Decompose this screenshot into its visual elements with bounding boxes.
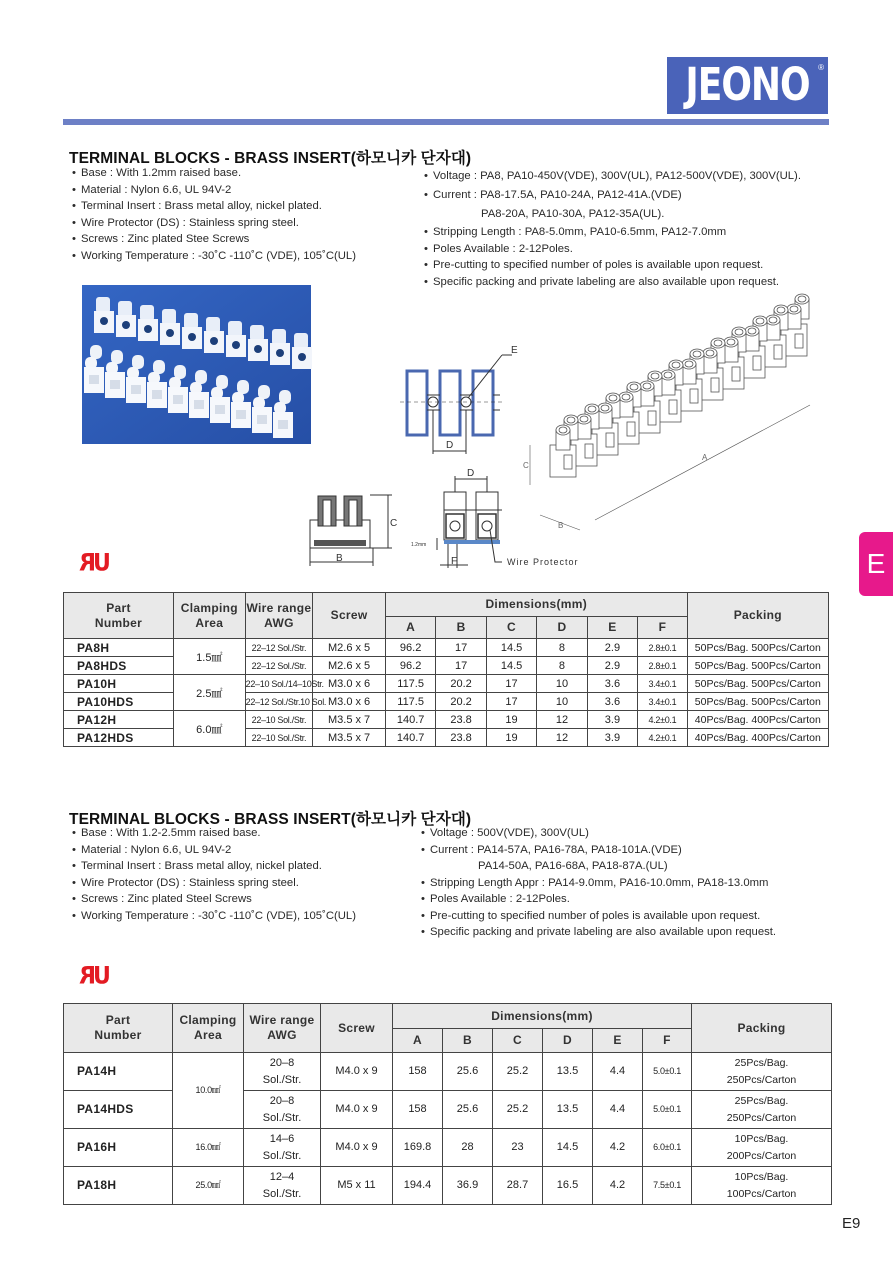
clamping-area-cell: 2.5㎟ <box>174 675 246 711</box>
part-number-cell: PA12H <box>64 711 174 729</box>
spec-item: • Material : Nylon 6.6, UL 94V-2 <box>72 843 232 856</box>
dim-e-cell: 4.2 <box>593 1167 643 1205</box>
spec-item: • Screws : Zinc plated Steel Screws <box>72 893 252 905</box>
dim-e-cell: 4.2 <box>593 1129 643 1167</box>
screw-cell: M5 x 11 <box>321 1167 393 1205</box>
packing-cell: 40Pcs/Bag. 400Pcs/Carton <box>687 711 828 729</box>
dim-label-d-top: D <box>446 440 454 451</box>
wire-range-type: Sol./Str. <box>262 1187 302 1200</box>
wire-range-gauge: 20–8 <box>269 1056 295 1069</box>
spec-item: • Terminal Insert : Brass metal alloy, nickel plated. <box>72 200 322 212</box>
col-header-a: A <box>385 617 435 639</box>
col-header-screw: Screw <box>313 593 386 639</box>
dim-label-f: F <box>451 556 458 567</box>
col-header-clamping-area: Clamping Area <box>173 1004 244 1053</box>
table-header-row <box>64 593 829 617</box>
dim-d-cell: 12 <box>537 711 587 729</box>
dim-c-cell: 19 <box>486 711 536 729</box>
section-tab-e[interactable]: E <box>859 532 893 596</box>
brand-logo <box>667 57 828 114</box>
packing-cell <box>692 1053 832 1091</box>
part-number-cell: PA8H <box>64 639 174 657</box>
dim-f-cell: 4.2±0.1 <box>638 729 687 747</box>
dim-b-cell: 20.2 <box>436 675 486 693</box>
packing-cell: 50Pcs/Bag. 500Pcs/Carton <box>687 693 828 711</box>
isometric-drawing <box>520 320 820 540</box>
col-header-e: E <box>593 1029 643 1053</box>
wire-range-type: Sol./Str. <box>262 1073 302 1086</box>
dim-a-cell: 140.7 <box>385 729 435 747</box>
spec-item: • Terminal Insert : Brass metal alloy, nickel plated. <box>72 860 322 872</box>
dim-e-cell: 3.6 <box>587 693 637 711</box>
dim-c-cell: 14.5 <box>486 657 536 675</box>
col-header-dimensions: Dimensions(mm) <box>393 1004 692 1029</box>
packing-cell: 50Pcs/Bag. 500Pcs/Carton <box>687 657 828 675</box>
spec-item: • Base : With 1.2mm raised base. <box>72 167 242 179</box>
part-number-cell: PA10HDS <box>64 693 174 711</box>
col-header-f: F <box>638 617 687 639</box>
wire-range-cell <box>244 1053 321 1091</box>
clamping-area-cell: 10.0㎟ <box>173 1053 244 1129</box>
clamping-area-cell: 25.0㎟ <box>173 1167 244 1205</box>
dim-a-cell: 140.7 <box>385 711 435 729</box>
packing-cell: 40Pcs/Bag. 400Pcs/Carton <box>687 729 828 747</box>
dim-f-cell: 2.8±0.1 <box>638 639 687 657</box>
part-number-cell: PA16H <box>64 1129 173 1167</box>
table-row <box>64 1129 832 1167</box>
part-number-cell: PA8HDS <box>64 657 174 675</box>
dim-d-cell: 14.5 <box>543 1129 593 1167</box>
wire-range-cell <box>244 1091 321 1129</box>
col-header-part-number: Part Number <box>64 1004 173 1053</box>
dim-d-cell: 13.5 <box>543 1091 593 1129</box>
ul-certification-mark <box>82 551 122 577</box>
spec-item: • Base : With 1.2-2.5mm raised base. <box>72 827 261 839</box>
dim-d-cell: 16.5 <box>543 1167 593 1205</box>
spec-item: • Wire Protector (DS) : Stainless spring steel. <box>72 216 299 229</box>
dim-d-cell: 8 <box>537 657 587 675</box>
table-row <box>64 639 829 657</box>
product-photo <box>82 285 311 444</box>
wire-range-cell: 22–10 Sol./14–10Str. <box>245 675 313 693</box>
clamping-area-cell: 6.0㎟ <box>174 711 246 747</box>
spec-item: • Screws : Zinc plated Stee Screws <box>72 233 250 245</box>
dim-d-cell: 12 <box>537 729 587 747</box>
screw-cell: M3.5 x 7 <box>313 729 386 747</box>
packing-carton: 250Pcs/Carton <box>726 1073 797 1086</box>
wire-protector-label: Wire Protector <box>507 557 579 567</box>
dim-e-cell: 4.4 <box>593 1091 643 1129</box>
dim-label-e: E <box>511 345 518 356</box>
col-header-e: E <box>587 617 637 639</box>
part-number-cell: PA14HDS <box>64 1091 173 1129</box>
col-header-d: D <box>537 617 587 639</box>
dim-e-cell: 3.6 <box>587 675 637 693</box>
packing-bag: 25Pcs/Bag. <box>734 1056 789 1069</box>
screw-cell: M3.0 x 6 <box>313 693 386 711</box>
col-header-a: A <box>393 1029 443 1053</box>
wire-range-cell: 22–12 Sol./Str.10 Sol. <box>245 693 313 711</box>
dim-c-cell: 14.5 <box>486 639 536 657</box>
spec-item: • Working Temperature : -30˚C -110˚C (VDE), 105˚C(UL) <box>72 249 356 262</box>
packing-bag: 25Pcs/Bag. <box>734 1094 789 1107</box>
col-header-d: D <box>543 1029 593 1053</box>
dim-label-d-front: D <box>467 468 475 479</box>
col-header-packing: Packing <box>687 593 828 639</box>
spec-table-2 <box>63 1003 832 1205</box>
dim-f-cell: 2.8±0.1 <box>638 657 687 675</box>
wire-range-cell <box>244 1167 321 1205</box>
spec-item: • Specific packing and private labeling are also available upon request. <box>424 275 780 288</box>
dim-e-cell: 3.9 <box>587 711 637 729</box>
spec-item: • Current : PA14-57A, PA16-78A, PA18-101A.(VDE) <box>421 843 682 856</box>
packing-cell <box>692 1167 832 1205</box>
col-header-f: F <box>643 1029 692 1053</box>
dim-f-cell: 3.4±0.1 <box>638 675 687 693</box>
section2-right-specs <box>421 825 776 941</box>
screw-cell: M3.0 x 6 <box>313 675 386 693</box>
spec-item: • Voltage : 500V(VDE), 300V(UL) <box>421 827 589 839</box>
wire-range-cell: 22–12 Sol./Str. <box>245 639 313 657</box>
dim-e-cell: 2.9 <box>587 639 637 657</box>
dim-b-cell: 17 <box>436 657 486 675</box>
dim-b-cell: 20.2 <box>436 693 486 711</box>
clamping-area-cell: 1.5㎟ <box>174 639 246 675</box>
screw-cell: M4.0 x 9 <box>321 1053 393 1091</box>
spec-item: • Pre-cutting to specified number of poles is available upon request. <box>421 909 761 922</box>
dim-b-cell: 25.6 <box>443 1053 493 1091</box>
dim-a-cell: 158 <box>393 1053 443 1091</box>
dim-d-cell: 10 <box>537 693 587 711</box>
dim-c-cell: 23 <box>493 1129 543 1167</box>
dim-f-cell: 6.0±0.1 <box>643 1129 692 1167</box>
dim-c-cell: 25.2 <box>493 1091 543 1129</box>
spec-item: • Pre-cutting to specified number of poles is available upon request. <box>424 259 764 271</box>
spec-table-1 <box>63 592 829 747</box>
iso-label-a: A <box>702 453 708 462</box>
spec-item: • Specific packing and private labeling are also available upon request. <box>421 926 777 938</box>
dim-e-cell: 4.4 <box>593 1053 643 1091</box>
col-header-screw: Screw <box>321 1004 393 1053</box>
dim-b-cell: 36.9 <box>443 1167 493 1205</box>
dim-f-cell: 7.5±0.1 <box>643 1167 692 1205</box>
wire-range-cell: 22–12 Sol./Str. <box>245 657 313 675</box>
screw-cell: M4.0 x 9 <box>321 1129 393 1167</box>
dim-b-cell: 25.6 <box>443 1091 493 1129</box>
dim-e-cell: 3.9 <box>587 729 637 747</box>
section1-left-specs <box>72 165 356 264</box>
col-header-b: B <box>443 1029 493 1053</box>
col-header-packing: Packing <box>692 1004 832 1053</box>
col-header-wire-range: Wire range AWG <box>245 593 313 639</box>
dim-f-cell: 4.2±0.1 <box>638 711 687 729</box>
col-header-dimensions: Dimensions(mm) <box>385 593 687 617</box>
dim-a-cell: 96.2 <box>385 639 435 657</box>
packing-cell: 50Pcs/Bag. 500Pcs/Carton <box>687 639 828 657</box>
wire-range-cell: 22–10 Sol./Str. <box>245 729 313 747</box>
dim-f-cell: 3.4±0.1 <box>638 693 687 711</box>
packing-bag: 10Pcs/Bag. <box>734 1132 789 1145</box>
wire-range-gauge: 12–4 <box>269 1170 295 1183</box>
dim-c-cell: 28.7 <box>493 1167 543 1205</box>
part-number-cell: PA14H <box>64 1053 173 1091</box>
spec-item: • Wire Protector (DS) : Stainless spring steel. <box>72 876 299 889</box>
packing-cell <box>692 1091 832 1129</box>
section2-left-specs <box>72 825 356 924</box>
col-header-c: C <box>486 617 536 639</box>
clamping-area-cell: 16.0㎟ <box>173 1129 244 1167</box>
table-row <box>64 1053 832 1091</box>
spec-item: • Working Temperature : -30˚C -110˚C (VDE), 105˚C(UL) <box>72 909 356 922</box>
header-rule <box>63 119 829 125</box>
col-header-c: C <box>493 1029 543 1053</box>
dim-b-cell: 17 <box>436 639 486 657</box>
packing-carton: 100Pcs/Carton <box>726 1187 797 1200</box>
spec-item: • Poles Available : 2-12Poles. <box>421 893 570 905</box>
section2-title: TERMINAL BLOCKS - BRASS INSERT(하모니카 단자대) <box>69 811 472 828</box>
wire-range-cell: 22–10 Sol./Str. <box>245 711 313 729</box>
screw-cell: M2.6 x 5 <box>313 639 386 657</box>
table-row <box>64 711 829 729</box>
table-header-row <box>64 1004 832 1029</box>
registered-mark: ® <box>818 63 824 72</box>
dim-b-cell: 23.8 <box>436 711 486 729</box>
brand-name: JEONO <box>685 59 810 112</box>
dim-label-b: B <box>336 553 343 564</box>
part-number-cell: PA18H <box>64 1167 173 1205</box>
page-number: E9 <box>842 1215 861 1232</box>
dim-a-cell: 169.8 <box>393 1129 443 1167</box>
dim-f-cell: 5.0±0.1 <box>643 1091 692 1129</box>
col-header-clamping-area: Clamping Area <box>174 593 246 639</box>
dim-d-cell: 10 <box>537 675 587 693</box>
dim-a-cell: 117.5 <box>385 675 435 693</box>
table-row <box>64 1167 832 1205</box>
screw-cell: M3.5 x 7 <box>313 711 386 729</box>
packing-carton: 250Pcs/Carton <box>726 1111 797 1124</box>
iso-label-c: C <box>523 461 529 470</box>
dim-b-cell: 28 <box>443 1129 493 1167</box>
dim-b-cell: 23.8 <box>436 729 486 747</box>
dim-d-cell: 13.5 <box>543 1053 593 1091</box>
spec-item: • Voltage : PA8, PA10-450V(VDE), 300V(UL), PA12-500V(VDE), 300V(UL). <box>424 170 801 182</box>
packing-cell <box>692 1129 832 1167</box>
dim-a-cell: 96.2 <box>385 657 435 675</box>
spec-item: • Current : PA8-17.5A, PA10-24A, PA12-41A.(VDE) <box>424 189 682 201</box>
spec-item: • Poles Available : 2-12Poles. <box>424 242 573 255</box>
ul-logo-icon: UR <box>82 549 111 578</box>
dim-c-cell: 17 <box>486 693 536 711</box>
section1-right-specs <box>424 167 801 290</box>
dim-a-cell: 117.5 <box>385 693 435 711</box>
wire-range-type: Sol./Str. <box>262 1149 302 1162</box>
dim-label-c: C <box>390 518 398 529</box>
section1-title: TERMINAL BLOCKS - BRASS INSERT(하모니카 단자대) <box>69 150 472 167</box>
iso-pole <box>550 415 578 477</box>
packing-bag: 10Pcs/Bag. <box>734 1170 789 1183</box>
spec-item: • Stripping Length : PA8-5.0mm, PA10-6.5mm, PA12-7.0mm <box>424 226 727 238</box>
screw-cell: M2.6 x 5 <box>313 657 386 675</box>
wire-range-gauge: 20–8 <box>269 1094 295 1107</box>
spec-item-continuation: PA14-50A, PA16-68A, PA18-87A.(UL) <box>478 860 668 872</box>
dim-c-cell: 25.2 <box>493 1053 543 1091</box>
part-number-cell: PA10H <box>64 675 174 693</box>
ul-certification-mark <box>82 964 122 990</box>
wire-range-cell <box>244 1129 321 1167</box>
dim-label-raised-base: 1.2mm <box>411 542 427 548</box>
terminal-block-photo-graphic <box>82 285 311 444</box>
dim-c-cell: 19 <box>486 729 536 747</box>
col-header-b: B <box>436 617 486 639</box>
spec-item-continuation: PA8-20A, PA10-30A, PA12-35A(UL). <box>481 208 665 220</box>
spec-item: • Material : Nylon 6.6, UL 94V-2 <box>72 183 232 196</box>
dim-d-cell: 8 <box>537 639 587 657</box>
wire-range-type: Sol./Str. <box>262 1111 302 1124</box>
screw-cell: M4.0 x 9 <box>321 1091 393 1129</box>
part-number-cell: PA12HDS <box>64 729 174 747</box>
dim-e-cell: 2.9 <box>587 657 637 675</box>
col-header-part-number: Part Number <box>64 593 174 639</box>
wire-range-gauge: 14–6 <box>269 1132 295 1145</box>
dim-c-cell: 17 <box>486 675 536 693</box>
table-row <box>64 675 829 693</box>
ul-logo-icon: UR <box>82 962 111 991</box>
packing-carton: 200Pcs/Carton <box>726 1149 797 1162</box>
col-header-wire-range: Wire range AWG <box>244 1004 321 1053</box>
dim-a-cell: 158 <box>393 1091 443 1129</box>
dim-a-cell: 194.4 <box>393 1167 443 1205</box>
spec-item: • Stripping Length Appr : PA14-9.0mm, PA16-10.0mm, PA18-13.0mm <box>421 876 769 889</box>
packing-cell: 50Pcs/Bag. 500Pcs/Carton <box>687 675 828 693</box>
iso-label-b: B <box>558 521 564 530</box>
dim-f-cell: 5.0±0.1 <box>643 1053 692 1091</box>
